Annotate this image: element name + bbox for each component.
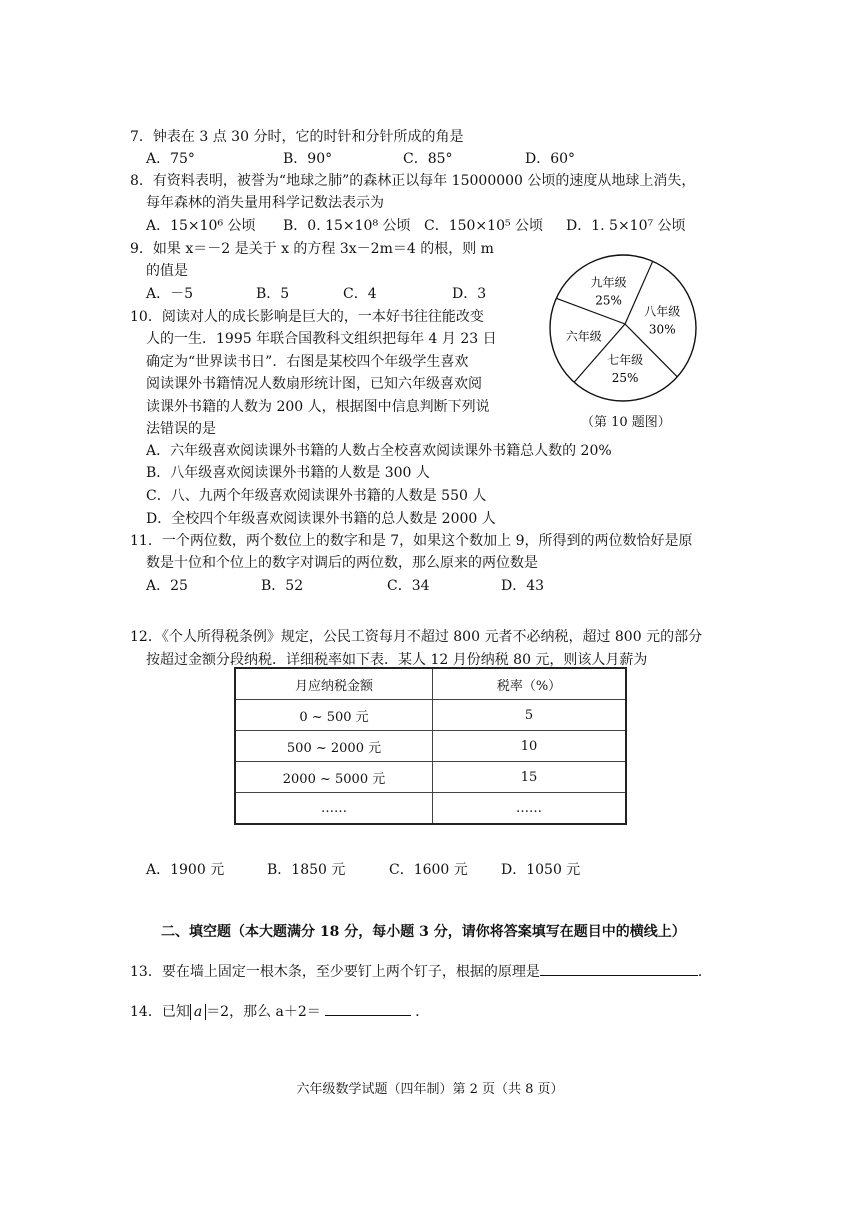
pie-chart: [547, 252, 699, 404]
section-heading: 二、填空题（本大题满分 18 分，每小题 3 分，请你将答案填写在题目中的横线上）: [161, 924, 686, 940]
q10-option-a: A．六年级喜欢阅读课外书籍的人数占全校喜欢阅读课外书籍总人数的 20%: [146, 443, 612, 459]
q11-stem-line1: 11．一个两位数，两个数位上的数字和是 7，如果这个数加上 9，所得到的两位数恰好是原: [130, 533, 693, 549]
q8-option-c: C．150×10⁵ 公顷: [424, 218, 544, 234]
q8-stem-line2: 每年森林的消失量用科学记数法表示为: [146, 195, 384, 211]
page-footer: 六年级数学试题（四年制）第 2 页（共 8 页）: [296, 1082, 564, 1097]
q11-option-c: C．34: [387, 578, 430, 594]
q12-stem-line2: 按超过金额分段纳税．详细税率如下表．某人 12 月份纳税 80 元，则该人月薪为: [146, 652, 648, 668]
table-header-row: [235, 668, 626, 700]
q7-stem: 7．钟表在 3 点 30 分时，它的时针和分针所成的角是: [130, 129, 464, 145]
q10-line5: 读课外书籍的人数为 200 人，根据图中信息判断下列说: [146, 399, 490, 415]
pie-slice-percent: 25%: [611, 371, 639, 386]
q10-line2: 人的一生．1995 年联合国教科文组织把每年 4 月 23 日: [146, 331, 497, 347]
table-cell: ……: [235, 793, 433, 825]
q8-option-b: B．0. 15×10⁸ 公顷: [283, 218, 411, 234]
table-cell: 500 ~ 2000 元: [235, 731, 433, 762]
table-cell: 0 ~ 500 元: [235, 700, 433, 731]
q7-option-b: B．90°: [283, 151, 333, 167]
q9-option-a: A．－5: [146, 286, 194, 302]
q9-option-d: D．3: [452, 286, 487, 302]
table-cell: ……: [433, 793, 627, 825]
q12-option-a: A．1900 元: [146, 862, 225, 878]
q10-line1: 10．阅读对人的成长影响是巨大的，一本好书往往能改变: [130, 309, 484, 325]
table-cell: 2000 ~ 5000 元: [235, 762, 433, 793]
q11-option-b: B．52: [261, 578, 304, 594]
q8-stem-line1: 8．有资料表明，被誉为“地球之肺”的森林正以每年 15000000 公顷的速度从地球上消失，: [130, 173, 696, 189]
pie-slice-name: 七年级: [607, 353, 644, 368]
q8-option-a: A．15×10⁶ 公顷: [146, 218, 256, 234]
table-row: [235, 762, 626, 793]
q10-option-c: C．八、九两个年级喜欢阅读课外书籍的人数是 550 人: [146, 488, 487, 504]
pie-slice-label: [566, 328, 602, 343]
q14: 14．已知 a ＝2，那么 a＋2＝ ．: [130, 1001, 429, 1022]
q7-option-d: D．60°: [525, 151, 576, 167]
table-header: 月应纳税金额: [235, 668, 433, 700]
figure-caption: （第 10 题图）: [581, 415, 671, 430]
q9-option-c: C．4: [343, 286, 377, 302]
table-header: 税率（%）: [433, 668, 627, 700]
q13: 13．要在墙上固定一根木条，至少要钉上两个钉子，根据的原理是 ．: [130, 961, 712, 982]
q8-option-d: D．1. 5×10⁷ 公顷: [566, 218, 686, 234]
q12-stem-line1: 12．《个人所得税条例》规定，公民工资每月不超过 800 元者不必纳税，超过 800 元的部分: [130, 629, 703, 645]
pie-slice-percent: 30%: [648, 322, 676, 337]
table-cell: 5: [433, 700, 627, 731]
table-row: [235, 793, 626, 825]
q7-option-a: A．75°: [146, 151, 195, 167]
pie-slice-percent: 25%: [595, 293, 622, 308]
q7-option-c: C．85°: [403, 151, 453, 167]
pie-slice-name: 六年级: [565, 329, 602, 344]
pie-slice-name: 九年级: [590, 275, 627, 290]
q10-option-d: D．全校四个年级喜欢阅读课外书籍的总人数是 2000 人: [146, 511, 496, 527]
q12-option-b: B．1850 元: [267, 862, 346, 878]
table-cell: 10: [433, 731, 627, 762]
q11-option-a: A．25: [146, 578, 188, 594]
pie-slice-name: 八年级: [644, 304, 681, 319]
q11-option-d: D．43: [501, 578, 545, 594]
answer-blank[interactable]: [540, 961, 698, 976]
q12-option-d: D．1050 元: [501, 862, 581, 878]
q9-stem-line1: 9．如果 x＝－2 是关于 x 的方程 3x－2m＝4 的根，则 m: [130, 241, 494, 257]
q10-line3: 确定为“世界读书日”．右图是某校四个年级学生喜欢: [146, 354, 469, 370]
table-row: [235, 700, 626, 731]
q9-option-b: B．5: [256, 286, 290, 302]
q11-stem-line2: 数是十位和个位上的数字对调后的两位数，那么原来的两位数是: [146, 555, 538, 571]
table-row: [235, 731, 626, 762]
q10-line4: 阅读课外书籍情况人数扇形统计图，已知六年级喜欢阅: [146, 376, 482, 392]
q12-option-c: C．1600 元: [389, 862, 468, 878]
q10-option-b: B．八年级喜欢阅读课外书籍的人数是 300 人: [146, 465, 430, 481]
q9-stem-line2: 的值是: [146, 263, 188, 279]
tax-rate-table: [234, 667, 627, 825]
answer-blank[interactable]: [325, 1001, 411, 1016]
q10-line6: 法错误的是: [146, 421, 216, 437]
abs-value: a: [190, 1004, 206, 1020]
table-cell: 15: [433, 762, 627, 793]
